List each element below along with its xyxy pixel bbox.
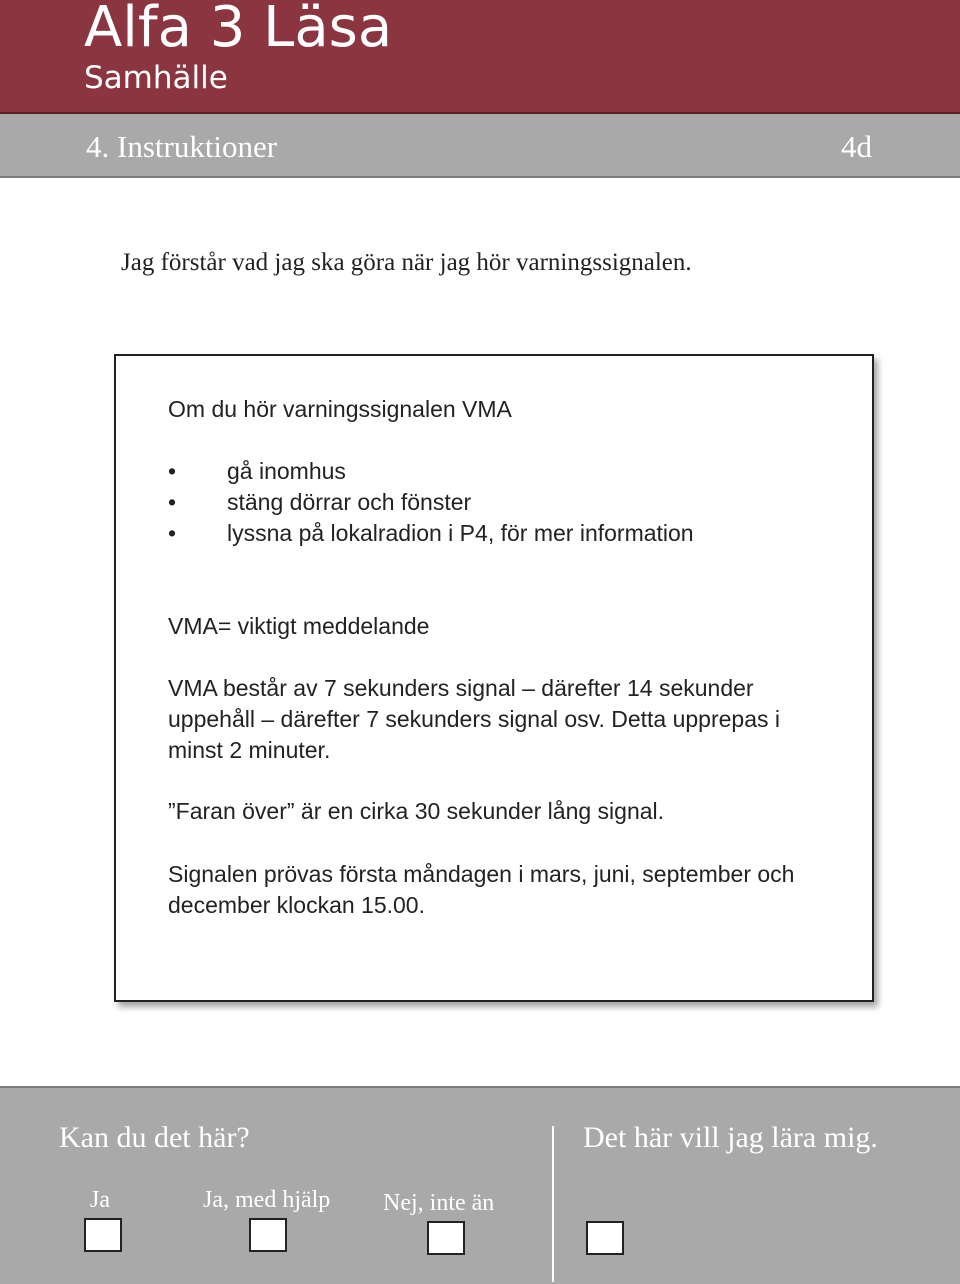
list-item: • stäng dörrar och fönster bbox=[168, 487, 694, 518]
yes-checkbox[interactable] bbox=[84, 1218, 122, 1252]
option-not-yet-label: Nej, inte än bbox=[383, 1190, 495, 1216]
not-yet-checkbox[interactable] bbox=[427, 1221, 465, 1255]
list-item: • lyssna på lokalradion i P4, för mer information bbox=[168, 518, 694, 549]
vma-description: VMA består av 7 sekunders signal – därefter 14 sekunder uppehåll – därefter 7 sekunders signal osv. Detta upprepas i minst 2 minuter. bbox=[168, 675, 781, 763]
self-assessment-footer bbox=[0, 1086, 960, 1284]
learning-goal-prompt: Det här vill jag lära mig. bbox=[583, 1121, 878, 1154]
self-assessment-question: Kan du det här? bbox=[59, 1121, 250, 1154]
danger-over-text: ”Faran över” är en cirka 30 sekunder lång signal. bbox=[168, 798, 665, 824]
info-box bbox=[114, 354, 874, 1002]
test-schedule-text: Signalen prövas första måndagen i mars, juni, september och december klockan 15.00. bbox=[168, 861, 795, 918]
instruction-list bbox=[168, 456, 694, 549]
learning-goal: Jag förstår vad jag ska göra när jag hör varningssignalen. bbox=[121, 249, 692, 276]
footer-divider bbox=[552, 1126, 554, 1282]
app-subtitle: Samhälle bbox=[84, 60, 228, 96]
app-title: Alfa 3 Läsa bbox=[84, 0, 393, 60]
section-code: 4d bbox=[841, 129, 872, 164]
option-with-help-label: Ja, med hjälp bbox=[203, 1187, 331, 1213]
want-to-learn-checkbox[interactable] bbox=[586, 1221, 624, 1255]
with-help-checkbox[interactable] bbox=[249, 1218, 287, 1252]
box-heading: Om du hör varningssignalen VMA bbox=[168, 396, 512, 422]
vma-definition: VMA= viktigt meddelande bbox=[168, 613, 430, 639]
section-title: 4. Instruktioner bbox=[86, 129, 278, 164]
list-item: • gå inomhus bbox=[168, 456, 694, 487]
option-yes-label: Ja bbox=[90, 1187, 110, 1213]
